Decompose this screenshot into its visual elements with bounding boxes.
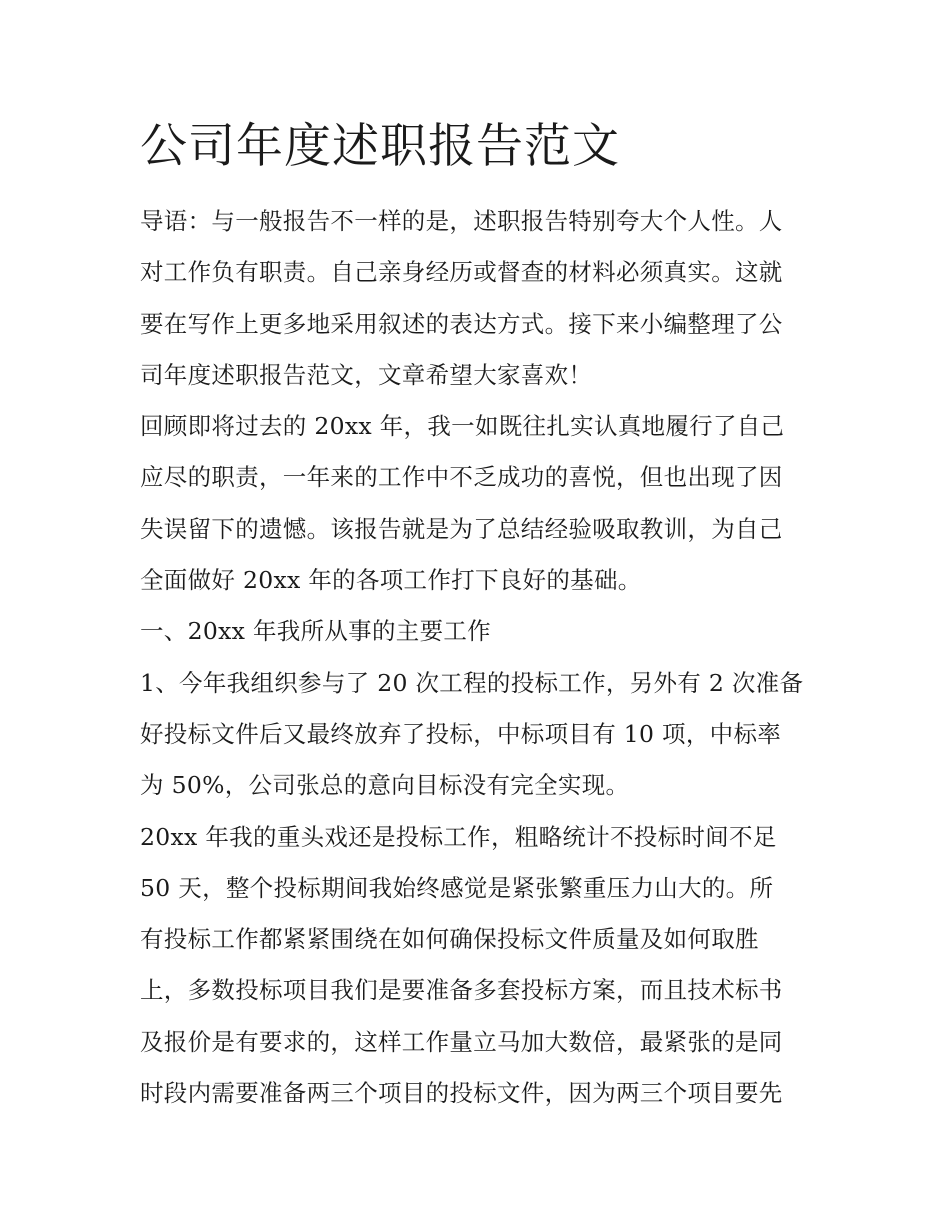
body-line: 全面做好 20xx 年的各项工作打下良好的基础。 [140, 566, 642, 595]
body-line: 好投标文件后又最终放弃了投标，中标项目有 10 项，中标率 [140, 719, 782, 748]
body-line: 回顾即将过去的 20xx 年，我一如既往扎实认真地履行了自己 [140, 412, 785, 441]
body-line: 有投标工作都紧紧围绕在如何确保投标文件质量及如何取胜 [140, 925, 759, 954]
body-line: 20xx 年我的重头戏还是投标工作，粗略统计不投标时间不足 [140, 822, 777, 851]
body-line: 50 天，整个投标期间我始终感觉是紧张繁重压力山大的。所 [140, 873, 774, 902]
body-line: 1、今年我组织参与了 20 次工程的投标工作，另外有 2 次准备 [140, 668, 804, 697]
body-line: 失误留下的遗憾。该报告就是为了总结经验吸取教训，为自己 [140, 514, 783, 543]
body-line: 司年度述职报告范文，文章希望大家喜欢！ [140, 360, 593, 389]
document-title: 公司年度述职报告范文 [140, 119, 620, 174]
body-line: 上，多数投标项目我们是要准备多套投标方案，而且技术标书 [140, 976, 783, 1005]
body-line: 时段内需要准备两三个项目的投标文件，因为两三个项目要先 [140, 1079, 783, 1108]
body-line: 为 50%，公司张总的意向目标没有完全实现。 [140, 771, 630, 800]
body-line: 对工作负有职责。自己亲身经历或督查的材料必须真实。这就 [140, 258, 783, 287]
body-line: 要在写作上更多地采用叙述的表达方式。接下来小编整理了公 [140, 309, 783, 338]
body-line: 导语：与一般报告不一样的是，述职报告特别夸大个人性。人 [140, 207, 783, 235]
body-line: 及报价是有要求的，这样工作量立马加大数倍，最紧张的是同 [140, 1027, 783, 1056]
document-body [140, 196, 820, 1119]
body-line: 应尽的职责，一年来的工作中不乏成功的喜悦，但也出现了因 [140, 463, 783, 492]
section-heading: 一、20xx 年我所从事的主要工作 [140, 617, 491, 646]
